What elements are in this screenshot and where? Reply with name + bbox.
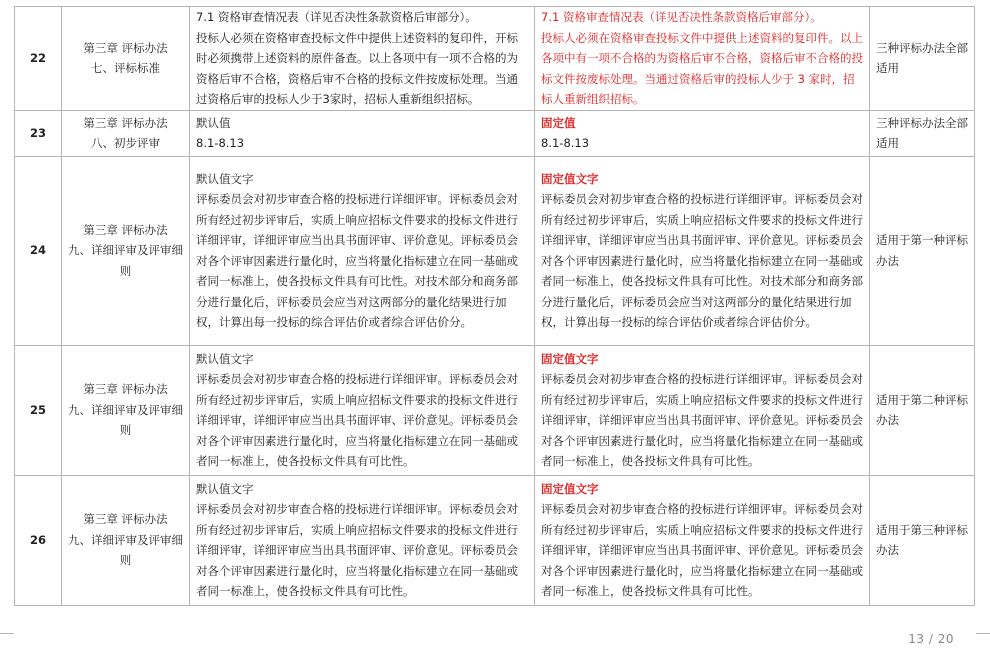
fixed-value-cell (535, 110, 870, 156)
table-row (15, 475, 975, 605)
table-row (15, 7, 975, 111)
fixed-heading: 7.1 资格审查情况表（详见否决性条款资格后审部分）。 (541, 10, 822, 24)
section-label: 九、详细评审及评审细则 (68, 532, 183, 568)
chapter-label: 第三章 评标办法 (83, 222, 168, 237)
row-number: 25 (15, 345, 62, 475)
clause-table (14, 6, 975, 606)
fixed-heading: 固定值文字 (541, 351, 599, 366)
section-label: 九、详细评审及评审细则 (68, 243, 183, 278)
default-text: 评标委员会对初步审查合格的投标进行详细评审。评标委员会对所有经过初步评审后，实质上响应招标文件要求的投标文件进行详细评审，详细评审应当出具书面评审、评价意见。评标委员会对各个评审因素进行量化时，应当将量化指标建立在同一基础或者同一标准上，使各投标文件具有可比性。 (196, 502, 518, 598)
fixed-value-cell (535, 156, 870, 345)
applicability-cell: 适用于第二种评标办法 (870, 345, 975, 475)
section-label: 九、详细评审及评审细则 (68, 402, 183, 438)
footer-rule-left (0, 633, 14, 634)
page-current: 13 (908, 632, 925, 646)
chapter-label: 第三章 评标办法 (83, 115, 168, 130)
chapter-label: 第三章 评标办法 (83, 512, 168, 527)
fixed-text: 评标委员会对初步审查合格的投标进行详细评审。评标委员会对所有经过初步评审后，实质上响应招标文件要求的投标文件进行详细评审，详细评审应当出具书面评审、评价意见。评标委员会对各个评审因素进行量化时，应当将量化指标建立在同一基础或者同一标准上，使各投标文件具有可比性。 (541, 372, 863, 468)
fixed-value-cell (535, 345, 870, 475)
chapter-label: 第三章 评标办法 (83, 40, 168, 55)
fixed-heading: 固定值文字 (541, 171, 599, 186)
applicability-cell: 适用于第一种评标办法 (870, 156, 975, 345)
default-text: 评标委员会对初步审查合格的投标进行详细评审。评标委员会对所有经过初步评审后，实质上响应招标文件要求的投标文件进行详细评审，详细评审应当出具书面评审、评价意见。评标委员会对各个评审因素进行量化时，应当将量化指标建立在同一基础或者同一标准上，使各投标文件具有可比性。对技术部分和商务部分进行量化后，评标委员会应当对这两部分的量化结果进行加权，计算出每一投标的综合评估价或者综合评估价分。 (196, 192, 518, 329)
default-heading: 默认值文字 (196, 481, 254, 496)
fixed-text: 投标人必须在资格审查投标文件中提供上述资料的复印件。以上各项中有一项不合格的为资格后审不合格，资格后审不合格的投标文件按废标处理。当通过资格后审的投标人少于 3 家时，招标人重新组织招标。 (541, 30, 863, 106)
default-value-cell (190, 110, 535, 156)
default-value-cell (190, 7, 535, 111)
default-heading: 7.1 资格审查情况表（详见否决性条款资格后审部分）。 (196, 10, 477, 24)
table-row (15, 110, 975, 156)
row-number: 23 (15, 110, 62, 156)
section-cell (62, 110, 190, 156)
footer-rule-right (976, 633, 990, 634)
fixed-text: 8.1-8.13 (541, 136, 590, 150)
table-row (15, 345, 975, 475)
default-value-cell (190, 156, 535, 345)
row-number: 26 (15, 475, 62, 605)
section-cell (62, 475, 190, 605)
section-label: 八、初步评审 (91, 136, 160, 150)
default-text: 评标委员会对初步审查合格的投标进行详细评审。评标委员会对所有经过初步评审后，实质上响应招标文件要求的投标文件进行详细评审，详细评审应当出具书面评审、评价意见。评标委员会对各个评审因素进行量化时，应当将量化指标建立在同一基础或者同一标准上，使各投标文件具有可比性。 (196, 372, 518, 468)
page-indicator (908, 632, 954, 646)
section-cell (62, 7, 190, 111)
default-heading: 默认值 (196, 115, 231, 130)
fixed-text: 评标委员会对初步审查合格的投标进行详细评审。评标委员会对所有经过初步评审后，实质上响应招标文件要求的投标文件进行详细评审，详细评审应当出具书面评审、评价意见。评标委员会对各个评审因素进行量化时，应当将量化指标建立在同一基础或者同一标准上，使各投标文件具有可比性。 (541, 502, 863, 598)
fixed-value-cell (535, 475, 870, 605)
section-label: 七、评标标准 (91, 61, 160, 76)
applicability-cell: 适用于第三种评标办法 (870, 475, 975, 605)
table-row (15, 156, 975, 345)
applicability-cell: 三种评标办法全部适用 (870, 7, 975, 111)
fixed-value-cell (535, 7, 870, 111)
default-heading: 默认值文字 (196, 351, 254, 366)
default-value-cell (190, 345, 535, 475)
fixed-heading: 固定值文字 (541, 481, 599, 496)
fixed-text: 评标委员会对初步审查合格的投标进行详细评审。评标委员会对所有经过初步评审后，实质上响应招标文件要求的投标文件进行详细评审，详细评审应当出具书面评审、评价意见。评标委员会对各个评审因素进行量化时，应当将量化指标建立在同一基础或者同一标准上，使各投标文件具有可比性。对技术部分和商务部分进行量化后，评标委员会应当对这两部分的量化结果进行加权，计算出每一投标的综合评估价或者综合评估价分。 (541, 192, 863, 329)
row-number: 22 (15, 7, 62, 111)
chapter-label: 第三章 评标办法 (83, 382, 168, 397)
page-separator: / (928, 632, 934, 646)
section-cell (62, 156, 190, 345)
page-total: 20 (937, 632, 954, 646)
section-cell (62, 345, 190, 475)
fixed-heading: 固定值 (541, 115, 576, 130)
default-value-cell (190, 475, 535, 605)
applicability-cell: 三种评标办法全部适用 (870, 110, 975, 156)
default-heading: 默认值文字 (196, 171, 254, 186)
default-text: 8.1-8.13 (196, 136, 245, 150)
default-text: 投标人必须在资格审查投标文件中提供上述资料的复印件，开标时必须携带上述资料的原件备查。以上各项中有一项不合格的为资格后审不合格，资格后审不合格的投标文件按废标处理。当通过资格后审的投标人少于3家时，招标人重新组织招标。 (196, 30, 518, 106)
row-number: 24 (15, 156, 62, 345)
